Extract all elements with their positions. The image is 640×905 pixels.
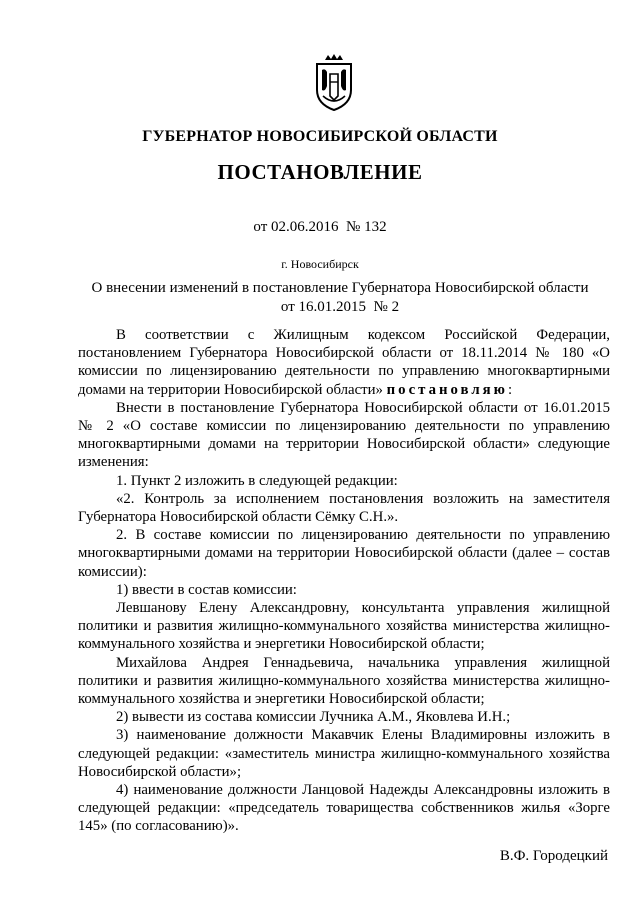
decree-word: постановляю <box>386 381 508 398</box>
document-date-number: от 02.06.2016 № 132 <box>253 219 387 235</box>
body-paragraph: 2) вывести из состава комиссии Лучника А.М., Яковлева И.Н.; <box>116 709 511 726</box>
document-type: ПОСТАНОВЛЕНИЕ <box>217 160 423 184</box>
preamble-tail: : <box>507 381 513 398</box>
issuing-authority: ГУБЕРНАТОР НОВОСИБИРСКОЙ ОБЛАСТИ <box>142 128 498 145</box>
body-paragraph: 1. Пункт 2 изложить в следующей редакции: <box>116 472 398 489</box>
body-paragraph: 4) наименование должности Ланцовой Надежды Александровны изложить в следующей редакции: «председатель товарищества собственников жилья «Зорге 145» (по согласованию)». <box>78 782 610 835</box>
preamble-text: В соответствии с Жилищным кодексом Российской Федерации, постановлением Губернатора Новосибирской области от 18.11.2014 № 180 «О комиссии по лицензированию деятельности по управлению многоквартирными домами на территории Новосибирской области» <box>78 327 610 398</box>
document-body <box>78 326 610 836</box>
body-paragraph: 3) наименование должности Макавчик Елены Владимировны изложить в следующей редакции: «заместитель министра жилищно-коммунального хозяйства Новосибирской области»; <box>78 727 610 780</box>
body-paragraph: 2. В составе комиссии по лицензированию деятельности по управлению многоквартирными домами на территории Новосибирской области (далее – состав комиссии): <box>78 527 610 580</box>
coat-of-arms-icon <box>311 52 357 112</box>
body-paragraph: Внести в постановление Губернатора Новосибирской области от 16.01.2015 № 2 «О составе комиссии по лицензированию деятельности по управлению многоквартирными домами на территории Новосибирской области» следующие изменения: <box>78 399 610 471</box>
body-paragraph: 1) ввести в состав комиссии: <box>116 581 297 598</box>
subject-line-2: от 16.01.2015 № 2 <box>280 299 400 315</box>
document-city: г. Новосибирск <box>281 257 359 271</box>
preamble-paragraph <box>78 326 610 399</box>
body-paragraph: Левшанову Елену Александровну, консультанта управления жилищной политики и развития жилищно-коммунального хозяйства министерства жилищно-коммунального хозяйства и энергетики Новосибирской области; <box>78 600 610 653</box>
document-subject <box>60 279 620 317</box>
body-paragraph: Михайлова Андрея Геннадьевича, начальника управления жилищной политики и развития жилищно-коммунального хозяйства министерства жилищно-коммунального хозяйства и энергетики Новосибирской области; <box>78 654 610 708</box>
signatory-name: В.Ф. Городецкий <box>499 848 608 864</box>
body-paragraph: «2. Контроль за исполнением постановления возложить на заместителя Губернатора Новосибирской области Сёмку С.Н.». <box>78 490 610 526</box>
subject-line-1: О внесении изменений в постановление Губернатора Новосибирской области <box>91 280 589 296</box>
